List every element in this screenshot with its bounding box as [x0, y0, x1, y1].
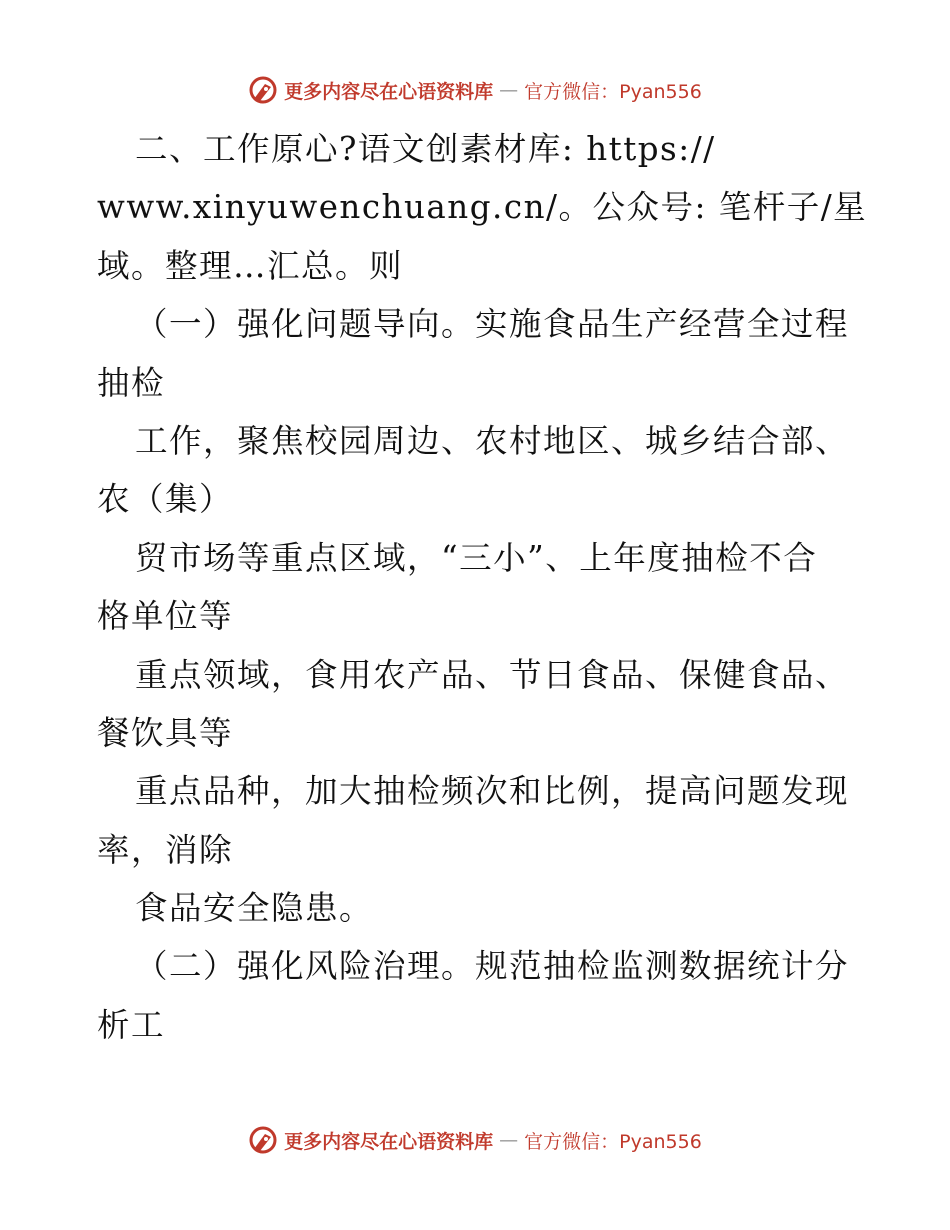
document-body [97, 120, 868, 1054]
text-line: 餐饮具等 [97, 713, 234, 752]
text-line: 贸市场等重点区域，“三小”、上年度抽检不合 [135, 538, 818, 577]
footer-banner-main-text: 更多内容尽在心语资料库 [284, 1130, 494, 1153]
footer-banner-wechat-text: 官方微信：Pyan556 [524, 1130, 702, 1153]
footer-banner-content [248, 1125, 702, 1155]
text-line: 工作，聚焦校园周边、农村地区、城乡结合部、 [135, 421, 850, 460]
pen-nib-circle-icon [248, 75, 278, 105]
footer-banner [0, 1120, 950, 1160]
pen-nib-circle-icon [248, 1125, 278, 1155]
text-line: （二）强化风险治理。规范抽检监测数据统计分 [135, 947, 850, 986]
text-line: （一）强化问题导向。实施食品生产经营全过程 [135, 305, 850, 344]
footer-banner-dash: — [499, 1129, 519, 1151]
text-line: www.xinyuwenchuang.cn/。公众号: 笔杆子/星 [97, 188, 868, 227]
text-line: 重点领域，食用农产品、节日食品、保健食品、 [135, 655, 850, 694]
text-line: 析工 [97, 1005, 166, 1044]
header-banner [0, 70, 950, 110]
header-banner-wechat-text: 官方微信：Pyan556 [524, 80, 702, 103]
text-line: 率，消除 [97, 830, 234, 869]
text-line: 抽检 [97, 363, 166, 402]
text-line: 食品安全隐患。 [135, 889, 374, 928]
text-line: 农（集） [97, 480, 234, 519]
text-line: 域。整理…汇总。则 [97, 246, 404, 285]
text-line: 二、工作原心?语文创素材库: https:// [135, 130, 716, 168]
text-line: 重点品种，加大抽检频次和比例，提高问题发现 [135, 772, 850, 811]
text-line: 格单位等 [97, 597, 234, 636]
header-banner-content [248, 75, 702, 105]
header-banner-dash: — [499, 79, 519, 101]
header-banner-main-text: 更多内容尽在心语资料库 [284, 80, 494, 103]
